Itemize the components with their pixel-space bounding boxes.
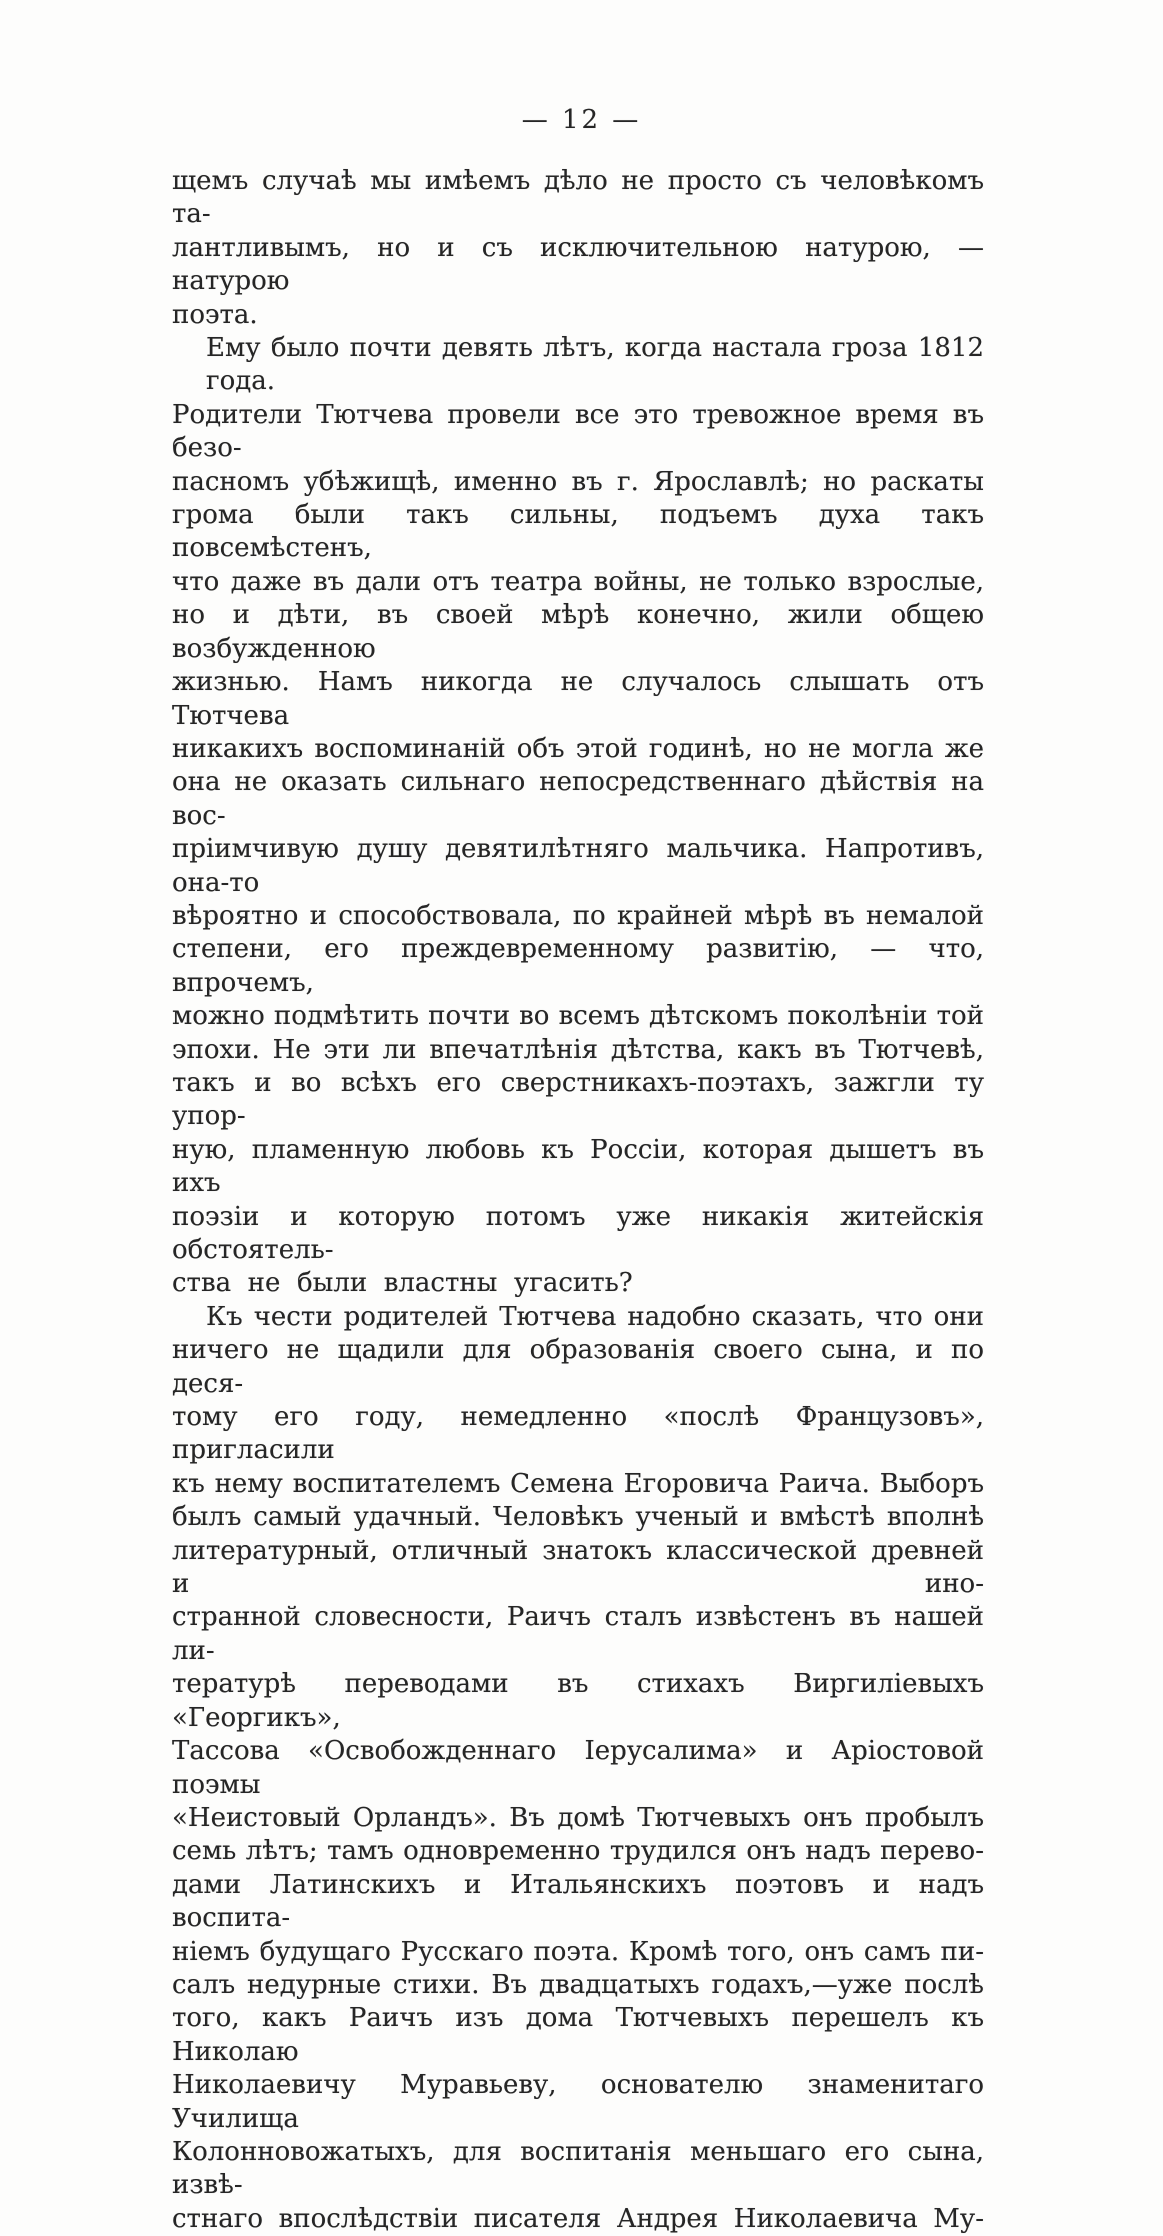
text-line: пріимчивую душу девятилѣтняго мальчика. Напротивъ, она-то xyxy=(172,834,984,898)
text-line: можно подмѣтить почти во всемъ дѣтскомъ поколѣніи той xyxy=(172,1001,984,1032)
text-line: эпохи. Не эти ли впечатлѣнія дѣтства, какъ въ Тютчевѣ, xyxy=(172,1034,984,1065)
text-line: тому его году, немедленно «послѣ Французовъ», пригласили xyxy=(172,1402,984,1466)
text-line: лантливымъ, но и съ исключительною натурою, — натурою xyxy=(172,232,984,297)
text-line: дами Латинскихъ и Итальянскихъ поэтовъ и надъ воспита- xyxy=(172,1869,984,1934)
text-line: Ему было почти девять лѣтъ, когда настала гроза 1812 года. xyxy=(206,333,984,397)
text-line: поэта. xyxy=(172,299,258,330)
text-line: тературѣ переводами въ стихахъ Виргиліевыхъ «Георгикъ», xyxy=(172,1669,984,1733)
text-line: никакихъ воспоминаній объ этой годинѣ, но не могла же xyxy=(172,733,984,764)
page-number-header: — 12 — xyxy=(521,105,642,135)
text-line: ничего не щадили для образованія своего сына, и по деся- xyxy=(172,1335,984,1399)
text-line: поэзіи и которую потомъ уже никакія житейскія обстоятель- xyxy=(172,1201,984,1265)
text-line: такъ и во всѣхъ его сверстникахъ-поэтахъ, зажгли ту упор- xyxy=(172,1067,984,1132)
text-line: ніемъ будущаго Русскаго поэта. Кромѣ того, онъ самъ пи- xyxy=(172,1936,984,1967)
text-line: «Неистовый Орландъ». Въ домѣ Тютчевыхъ онъ пробылъ xyxy=(172,1802,984,1833)
text-line: того, какъ Раичъ изъ дома Тютчевыхъ перешелъ къ Николаю xyxy=(172,2003,984,2067)
text-line: степени, его преждевременному развитію, — что, впрочемъ, xyxy=(172,934,984,998)
text-line: Колонновожатыхъ, для воспитанія меньшаго его сына, извѣ- xyxy=(172,2136,984,2201)
text-line: вѣроятно и способствовала, по крайней мѣрѣ въ немалой xyxy=(172,900,984,931)
text-line: жизнью. Намъ никогда не случалось слышать отъ Тютчева xyxy=(172,667,984,731)
text-block xyxy=(172,165,984,2236)
text-line: она не оказать сильнаго непосредственнаго дѣйствія на вос- xyxy=(172,767,984,831)
text-line: литературный, отличный знатокъ классической древней и ино- xyxy=(172,1535,984,1600)
text-line: щемъ случаѣ мы имѣемъ дѣло не просто съ человѣкомъ та- xyxy=(172,166,984,230)
text-line: салъ недурные стихи. Въ двадцатыхъ годахъ,—уже послѣ xyxy=(172,1969,984,2000)
text-line: ства не были властны угасить? xyxy=(172,1268,633,1299)
text-line: Родители Тютчева провели все это тревожное время въ безо- xyxy=(172,399,984,464)
text-line: къ нему воспитателемъ Семена Егоровича Раича. Выборъ xyxy=(172,1468,984,1499)
text-line: странной словесности, Раичъ сталъ извѣстенъ въ нашей ли- xyxy=(172,1602,984,1666)
text-line: пасномъ убѣжищѣ, именно въ г. Ярославлѣ; но раскаты xyxy=(172,466,984,497)
text-line: былъ самый удачный. Человѣкъ ученый и вмѣстѣ вполнѣ xyxy=(172,1502,984,1533)
text-line: но и дѣти, въ своей мѣрѣ конечно, жили общею возбужденною xyxy=(172,600,984,664)
text-line: стнаго впослѣдствіи писателя Андрея Николаевича Му- xyxy=(172,2203,984,2234)
text-line: что даже въ дали отъ театра войны, не только взрослые, xyxy=(172,566,984,597)
text-line: Тассова «Освобожденнаго Іерусалима» и Аріостовой поэмы xyxy=(172,1736,984,1800)
text-line: Къ чести родителей Тютчева надобно сказать, что они xyxy=(206,1301,984,1332)
text-line: семь лѣтъ; тамъ одновременно трудился онъ надъ перево- xyxy=(172,1836,984,1867)
text-line: грома были такъ сильны, подъемъ духа такъ повсемѣстенъ, xyxy=(172,500,984,564)
text-line: ную, пламенную любовь къ Россіи, которая дышетъ въ ихъ xyxy=(172,1134,984,1199)
text-line: Николаевичу Муравьеву, основателю знаменитаго Училища xyxy=(172,2070,984,2134)
